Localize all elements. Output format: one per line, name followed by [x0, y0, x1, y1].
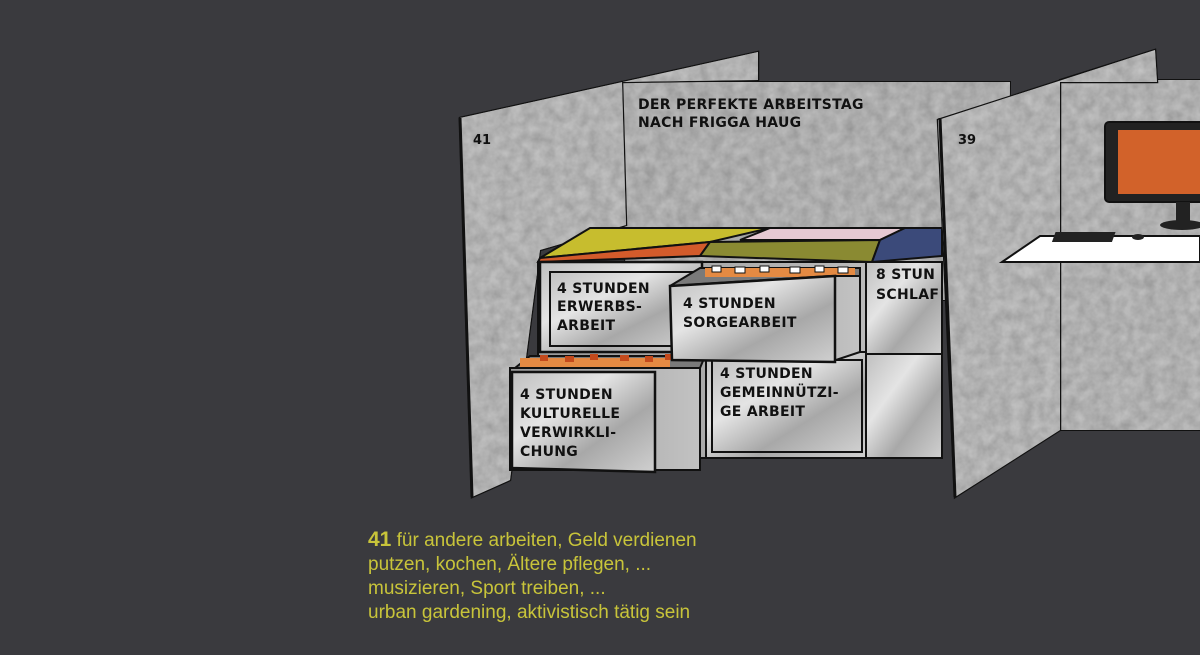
drawer-label-line: KULTURELLE	[520, 406, 621, 422]
drawer-label-line: 4 STUNDEN	[720, 366, 813, 382]
caption-line-2: putzen, kochen, Ältere pflegen, ...	[368, 554, 652, 575]
drawer-label-line: SORGEARBEIT	[683, 315, 797, 331]
caption-line-1	[368, 528, 697, 553]
drawer-label-line: 4 STUNDEN	[520, 387, 613, 403]
drawer-label-line: ARBEIT	[557, 318, 616, 334]
right-panel-number: 39	[958, 133, 977, 148]
left-panel-number: 41	[473, 133, 492, 148]
drawer-label-line: SCHLAF	[876, 287, 940, 303]
drawer-label-line: CHUNG	[520, 444, 579, 460]
drawer-label-line: 4 STUNDEN	[683, 296, 776, 312]
drawer-label-line: ERWERBS-	[557, 299, 643, 315]
drawer-label-line: VERWIRKLI-	[520, 425, 617, 441]
drawer-label-line: 8 STUN	[876, 267, 936, 283]
drawer-label-line: 4 STUNDEN	[557, 281, 650, 297]
caption-line-3: musizieren, Sport treiben, ...	[368, 578, 606, 599]
drawer-label-line: GE ARBEIT	[720, 404, 806, 420]
title-line-2: NACH FRIGGA HAUG	[638, 115, 802, 131]
caption-line-4: urban gardening, aktivistisch tätig sein	[368, 602, 691, 623]
drawer-label-line: GEMEINNÜTZI-	[720, 385, 839, 401]
caption-text: für andere arbeiten, Geld verdienen	[396, 530, 697, 551]
caption-number: 41	[368, 528, 392, 551]
title-line-1: DER PERFEKTE ARBEITSTAG	[638, 97, 864, 113]
caption	[368, 528, 697, 625]
